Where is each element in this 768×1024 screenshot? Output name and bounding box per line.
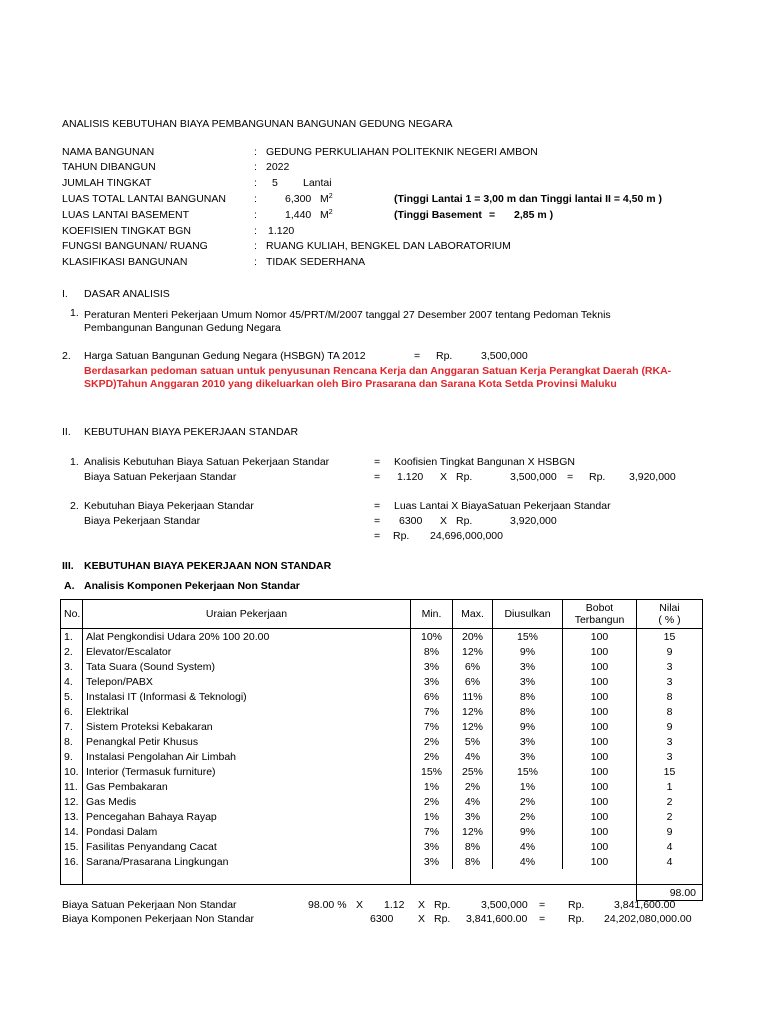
cell-max: 12%	[453, 824, 493, 839]
table-empty-row	[61, 869, 703, 885]
col-header-max: Max.	[453, 600, 493, 629]
currency-label: Rp.	[568, 899, 585, 911]
cell-nilai: 4	[637, 839, 703, 854]
equals-sign: =	[539, 913, 546, 925]
subsection-number: A.	[64, 580, 75, 592]
cell-min: 1%	[411, 809, 453, 824]
cell-diusulkan: 3%	[493, 749, 563, 764]
equals-sign: =	[567, 471, 574, 483]
cell-max: 6%	[453, 659, 493, 674]
multiply-sign: X	[356, 899, 364, 911]
multiply-sign: X	[418, 913, 426, 925]
cell-uraian: Elektrikal	[83, 704, 411, 719]
cell-uraian: Fasilitas Penyandang Cacat	[83, 839, 411, 854]
info-value-luas-basement: 1,440	[285, 209, 312, 221]
equals-sign: =	[374, 530, 381, 542]
cell-diusulkan: 1%	[493, 779, 563, 794]
table-row	[61, 794, 703, 809]
info-unit-luas-basement: $M^2$	[320, 209, 333, 221]
info-label-tingkat: JUMLAH TINGKAT	[62, 177, 152, 189]
cell-min: 3%	[411, 839, 453, 854]
cell-min: 2%	[411, 794, 453, 809]
item-number: 2.	[70, 500, 79, 512]
cell-min: 7%	[411, 704, 453, 719]
cell-max: 8%	[453, 839, 493, 854]
standard-cost-label: Biaya Pekerjaan Standar	[84, 515, 201, 527]
col-header-min: Min.	[411, 600, 453, 629]
cell-bobot: 100	[563, 794, 637, 809]
cell-diusulkan: 15%	[493, 629, 563, 645]
table-cell	[411, 869, 453, 885]
summary-koefisien: 1.12	[384, 899, 405, 911]
multiply-sign: X	[418, 899, 426, 911]
cell-min: 3%	[411, 674, 453, 689]
col-header-no: No.	[61, 600, 83, 629]
summary-hsbgn: 3,500,000	[481, 899, 528, 911]
cell-no: 14.	[61, 824, 83, 839]
cell-min: 8%	[411, 644, 453, 659]
cell-bobot: 100	[563, 734, 637, 749]
cell-diusulkan: 3%	[493, 674, 563, 689]
cell-uraian: Sistem Proteksi Kebakaran	[83, 719, 411, 734]
currency-label: Rp.	[393, 530, 410, 542]
cell-bobot: 100	[563, 764, 637, 779]
section-number: I.	[62, 288, 68, 300]
cell-nilai: 8	[637, 689, 703, 704]
currency-label: Rp.	[434, 913, 451, 925]
table-row	[61, 824, 703, 839]
cell-nilai: 9	[637, 644, 703, 659]
info-value-klasifikasi: TIDAK SEDERHANA	[266, 256, 366, 268]
section-title: DASAR ANALISIS	[84, 288, 170, 300]
hsbgn-value: 3,500,000	[510, 471, 557, 483]
col-header-nilai: Nilai ( % )	[637, 600, 703, 629]
cell-uraian: Pondasi Dalam	[83, 824, 411, 839]
section-number: II.	[62, 426, 71, 438]
cell-bobot: 100	[563, 779, 637, 794]
cell-nilai: 15	[637, 629, 703, 645]
info-label-tahun: TAHUN DIBANGUN	[62, 161, 156, 173]
cell-max: 3%	[453, 809, 493, 824]
info-colon: :	[254, 161, 257, 173]
info-value-tahun: 2022	[266, 161, 290, 173]
cell-diusulkan: 9%	[493, 644, 563, 659]
cell-bobot: 100	[563, 839, 637, 854]
requirement-formula: Luas Lantai X BiayaSatuan Pekerjaan Standar	[394, 500, 611, 512]
table-row	[61, 644, 703, 659]
cell-nilai: 9	[637, 824, 703, 839]
cell-bobot: 100	[563, 809, 637, 824]
cell-min: 1%	[411, 779, 453, 794]
cell-nilai: 9	[637, 719, 703, 734]
equals-sign: =	[374, 515, 381, 527]
cell-nilai: 15	[637, 764, 703, 779]
cell-max: 6%	[453, 674, 493, 689]
info-value-luas-total: 6,300	[285, 193, 312, 205]
cell-min: 3%	[411, 659, 453, 674]
table-row	[61, 704, 703, 719]
currency-label: Rp.	[434, 899, 451, 911]
cell-uraian: Gas Medis	[83, 794, 411, 809]
table-cell	[493, 869, 563, 885]
requirement-label: Kebutuhan Biaya Pekerjaan Standar	[84, 500, 254, 512]
cell-no: 9.	[61, 749, 83, 764]
info-label-luas-basement: LUAS LANTAI BASEMENT	[62, 209, 190, 221]
info-note-basement-eq: =	[489, 209, 496, 221]
table-header-row	[61, 600, 703, 629]
info-label-fungsi: FUNGSI BANGUNAN/ RUANG	[62, 240, 208, 252]
equals-sign: =	[414, 350, 421, 362]
luas-value: 6300	[399, 515, 423, 527]
table-cell	[453, 869, 493, 885]
cell-nilai: 2	[637, 794, 703, 809]
table-row	[61, 689, 703, 704]
table-row	[61, 764, 703, 779]
table-cell	[61, 869, 83, 885]
cell-uraian: Pencegahan Bahaya Rayap	[83, 809, 411, 824]
info-value-tingkat: 5	[272, 177, 278, 189]
table-row	[61, 659, 703, 674]
equals-sign: =	[539, 899, 546, 911]
standard-cost-result: 24,696,000,000	[430, 530, 503, 542]
summary-unit-cost-label: Biaya Satuan Pekerjaan Non Standar	[62, 899, 237, 911]
cell-diusulkan: 8%	[493, 704, 563, 719]
hsbgn-source-note: Berdasarkan pedoman satuan untuk penyusunan Rencana Kerja dan Anggaran Satuan Kerja Perangkat Daerah (RKA-SKPD)Tahun Anggaran 2010 yang dikeluarkan oleh Biro Prasarana dan Sarana Kota Setda Provinsi Maluku	[84, 365, 672, 390]
cell-min: 7%	[411, 719, 453, 734]
cell-max: 12%	[453, 719, 493, 734]
cell-min: 2%	[411, 734, 453, 749]
cell-no: 11.	[61, 779, 83, 794]
multiply-sign: X	[440, 471, 448, 483]
summary-unit-cost: 3,841,600.00	[466, 913, 528, 925]
info-note-basement-value: 2,85 m )	[514, 209, 554, 221]
cell-bobot: 100	[563, 749, 637, 764]
table-total-value: 98.00	[637, 885, 703, 901]
cell-uraian: Penangkal Petir Khusus	[83, 734, 411, 749]
cell-no: 6.	[61, 704, 83, 719]
cell-diusulkan: 2%	[493, 809, 563, 824]
cell-diusulkan: 9%	[493, 824, 563, 839]
cell-diusulkan: 3%	[493, 659, 563, 674]
cell-max: 5%	[453, 734, 493, 749]
regulation-text: Peraturan Menteri Pekerjaan Umum Nomor 45/PRT/M/2007 tanggal 27 Desember 2007 tentang Pedoman Teknis Pembangunan Bangunan Gedung Negara	[84, 309, 611, 334]
table-row	[61, 629, 703, 645]
cell-max: 8%	[453, 854, 493, 869]
cell-max: 25%	[453, 764, 493, 779]
cell-nilai: 3	[637, 734, 703, 749]
currency-label: Rp.	[456, 515, 473, 527]
cell-uraian: Telepon/PABX	[83, 674, 411, 689]
info-colon: :	[254, 240, 257, 252]
cell-bobot: 100	[563, 689, 637, 704]
cell-diusulkan: 2%	[493, 794, 563, 809]
cell-diusulkan: 3%	[493, 734, 563, 749]
cell-uraian: Instalasi IT (Informasi & Teknologi)	[83, 689, 411, 704]
cell-no: 12.	[61, 794, 83, 809]
cell-uraian: Gas Pembakaran	[83, 779, 411, 794]
unit-cost-value: 3,920,000	[510, 515, 557, 527]
table-row	[61, 779, 703, 794]
info-unit-luas-total: $M^2$	[320, 193, 333, 205]
cell-nilai: 3	[637, 659, 703, 674]
cell-no: 2.	[61, 644, 83, 659]
summary-percent: 98.00 %	[308, 899, 347, 911]
cell-nilai: 4	[637, 854, 703, 869]
table-row	[61, 734, 703, 749]
info-colon: :	[254, 146, 257, 158]
currency-label: Rp.	[589, 471, 606, 483]
info-colon: :	[254, 193, 257, 205]
info-value-nama: GEDUNG PERKULIAHAN POLITEKNIK NEGERI AMBON	[266, 146, 538, 158]
item-number: 1.	[70, 307, 79, 319]
cell-max: 2%	[453, 779, 493, 794]
item-number: 1.	[70, 456, 79, 468]
cell-no: 13.	[61, 809, 83, 824]
non-standard-components-table	[60, 599, 703, 901]
table-row	[61, 749, 703, 764]
cell-bobot: 100	[563, 824, 637, 839]
currency-label: Rp.	[568, 913, 585, 925]
cell-no: 8.	[61, 734, 83, 749]
subsection-title: Analisis Komponen Pekerjaan Non Standar	[84, 580, 300, 592]
cell-diusulkan: 4%	[493, 854, 563, 869]
col-header-bobot: Bobot Terbangun	[563, 600, 637, 629]
cell-bobot: 100	[563, 659, 637, 674]
analysis-label: Analisis Kebutuhan Biaya Satuan Pekerjaan Standar	[84, 456, 330, 468]
cell-uraian: Elevator/Escalator	[83, 644, 411, 659]
cell-uraian: Interior (Termasuk furniture)	[83, 764, 411, 779]
table-row	[61, 674, 703, 689]
cell-no: 7.	[61, 719, 83, 734]
page-title: ANALISIS KEBUTUHAN BIAYA PEMBANGUNAN BANGUNAN GEDUNG NEGARA	[62, 118, 453, 130]
cell-max: 12%	[453, 644, 493, 659]
cell-uraian: Alat Pengkondisi Udara 20% 100 20.00	[83, 629, 411, 645]
cell-bobot: 100	[563, 854, 637, 869]
cell-diusulkan: 4%	[493, 839, 563, 854]
cell-nilai: 3	[637, 674, 703, 689]
cell-nilai: 2	[637, 809, 703, 824]
table-row	[61, 809, 703, 824]
cell-max: 11%	[453, 689, 493, 704]
koefisien-value: 1.120	[397, 471, 424, 483]
cell-max: 4%	[453, 749, 493, 764]
cell-diusulkan: 8%	[493, 689, 563, 704]
multiply-sign: X	[440, 515, 448, 527]
cell-no: 15.	[61, 839, 83, 854]
unit-cost-result: 3,920,000	[629, 471, 676, 483]
equals-sign: =	[374, 500, 381, 512]
summary-luas: 6300	[370, 913, 394, 925]
cell-min: 15%	[411, 764, 453, 779]
equals-sign: =	[374, 471, 381, 483]
info-label-nama: NAMA BANGUNAN	[62, 146, 155, 158]
cell-bobot: 100	[563, 719, 637, 734]
table-row	[61, 839, 703, 854]
info-note-basement-label: (Tinggi Basement	[394, 209, 482, 221]
section-title: KEBUTUHAN BIAYA PEKERJAAN NON STANDAR	[84, 560, 332, 572]
summary-component-cost-result: 24,202,080,000.00	[604, 913, 692, 925]
cell-bobot: 100	[563, 704, 637, 719]
info-value-fungsi: RUANG KULIAH, BENGKEL DAN LABORATORIUM	[266, 240, 511, 252]
cell-nilai: 3	[637, 749, 703, 764]
info-label-luas-total: LUAS TOTAL LANTAI BANGUNAN	[62, 193, 226, 205]
summary-component-cost-label: Biaya Komponen Pekerjaan Non Standar	[62, 913, 255, 925]
cell-no: 3.	[61, 659, 83, 674]
table-row	[61, 719, 703, 734]
currency-label: Rp.	[456, 471, 473, 483]
cell-uraian: Instalasi Pengolahan Air Limbah	[83, 749, 411, 764]
info-label-koefisien: KOEFISIEN TINGKAT BGN	[62, 225, 191, 237]
unit-cost-label: Biaya Satuan Pekerjaan Standar	[84, 471, 237, 483]
item-number: 2.	[62, 350, 71, 362]
hsbgn-value: 3,500,000	[481, 350, 528, 362]
cell-min: 10%	[411, 629, 453, 645]
cell-bobot: 100	[563, 629, 637, 645]
cell-no: 4.	[61, 674, 83, 689]
cell-max: 12%	[453, 704, 493, 719]
table-row	[61, 854, 703, 869]
cell-nilai: 1	[637, 779, 703, 794]
cell-min: 7%	[411, 824, 453, 839]
cell-max: 4%	[453, 794, 493, 809]
cell-bobot: 100	[563, 644, 637, 659]
cell-min: 6%	[411, 689, 453, 704]
section-title: KEBUTUHAN BIAYA PEKERJAAN STANDAR	[84, 426, 299, 438]
cell-min: 2%	[411, 749, 453, 764]
info-unit-tingkat: Lantai	[303, 177, 332, 189]
cell-diusulkan: 9%	[493, 719, 563, 734]
cell-max: 20%	[453, 629, 493, 645]
col-header-diusulkan: Diusulkan	[493, 600, 563, 629]
info-value-koefisien: 1.120	[268, 225, 295, 237]
cell-no: 1.	[61, 629, 83, 645]
equals-sign: =	[374, 456, 381, 468]
info-colon: :	[254, 256, 257, 268]
section-number: III.	[62, 560, 74, 572]
cell-uraian: Tata Suara (Sound System)	[83, 659, 411, 674]
info-label-klasifikasi: KLASIFIKASI BANGUNAN	[62, 256, 188, 268]
cell-diusulkan: 15%	[493, 764, 563, 779]
info-colon: :	[254, 209, 257, 221]
cell-no: 10.	[61, 764, 83, 779]
table-cell	[637, 869, 703, 885]
analysis-formula: Koofisien Tingkat Bangunan X HSBGN	[394, 456, 575, 468]
cell-no: 5.	[61, 689, 83, 704]
summary-unit-cost-result: 3,841,600.00	[614, 899, 676, 911]
currency-label: Rp.	[436, 350, 453, 362]
info-colon: :	[254, 177, 257, 189]
hsbgn-label: Harga Satuan Bangunan Gedung Negara (HSBGN) TA 2012	[84, 350, 366, 362]
info-note-tinggi-lantai: (Tinggi Lantai 1 = 3,00 m dan Tinggi lantai II = 4,50 m )	[394, 193, 663, 205]
cell-min: 3%	[411, 854, 453, 869]
cell-uraian: Sarana/Prasarana Lingkungan	[83, 854, 411, 869]
cell-nilai: 8	[637, 704, 703, 719]
table-cell	[83, 869, 411, 885]
info-colon: :	[254, 225, 257, 237]
cell-bobot: 100	[563, 674, 637, 689]
col-header-uraian: Uraian Pekerjaan	[83, 600, 411, 629]
table-cell	[563, 869, 637, 885]
cell-no: 16.	[61, 854, 83, 869]
